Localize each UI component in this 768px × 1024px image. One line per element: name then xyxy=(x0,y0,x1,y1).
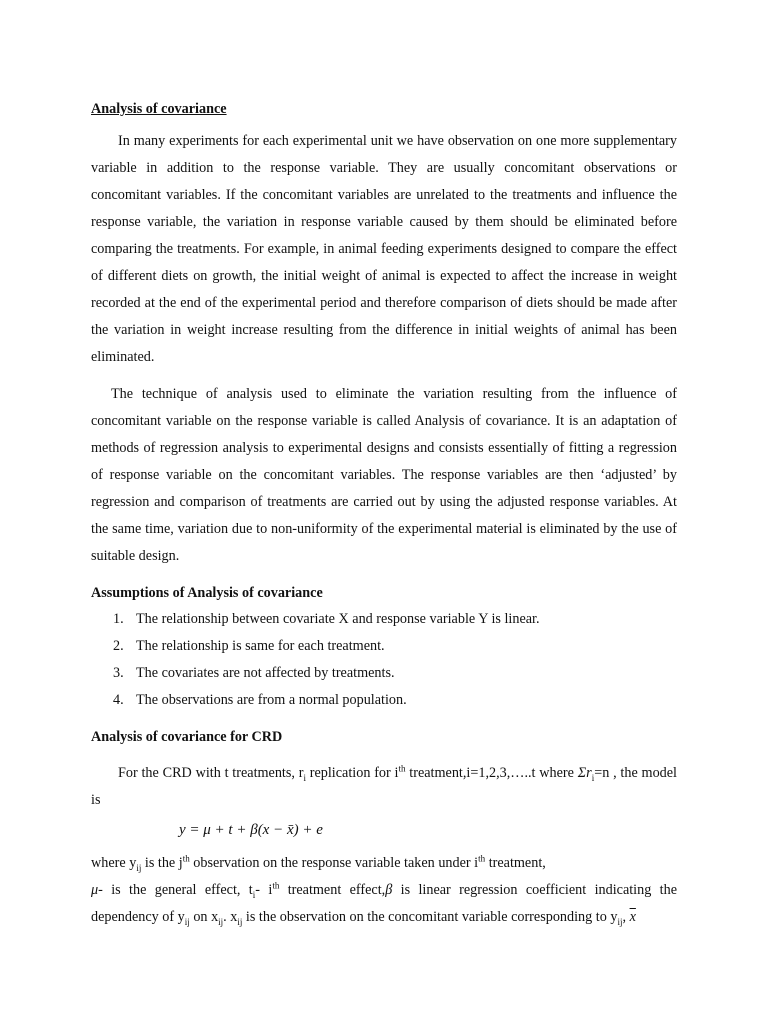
list-item: 4. The observations are from a normal population. xyxy=(113,692,407,708)
beta-symbol: β xyxy=(385,882,393,898)
model-equation: y = μ + t + β(x − x̄) + e xyxy=(179,822,323,838)
list-item: 2. The relationship is same for each treatment. xyxy=(113,638,385,654)
list-item: 1. The relationship between covariate X and response variable Y is linear. xyxy=(113,611,540,627)
mu-symbol: μ xyxy=(91,882,99,898)
document-page xyxy=(91,96,677,931)
crd-heading: Analysis of covariance for CRD xyxy=(91,729,283,745)
xbar-symbol: $\overline{x}$ xyxy=(629,909,636,925)
list-item: 3. The covariates are not affected by treatments. xyxy=(113,665,395,681)
page-title: Analysis of covariance xyxy=(91,101,227,117)
paragraph-intro: In many experiments for each experimental unit we have observation on one more supplementary variable in addition to the response variable. They are usually concomitant observations or concomitant variables. If the concomitant variables are unrelated to the treatments and influence the response variable, the variation in response variable caused by them should be eliminated before comparing the treatments. For example, in animal feeding experiments designed to compare the effect of different diets on growth, the initial weight of animal is expected to affect the increase in weight recorded at the end of the experimental period and therefore comparison of diets should be made after the variation in weight increase resulting from the difference in initial weights of animal has been eliminated. xyxy=(91,133,677,365)
assumptions-heading: Assumptions of Analysis of covariance xyxy=(91,585,323,601)
assumptions-list xyxy=(91,606,677,714)
crd-intro: For the CRD with t treatments, $r_i$ replication for $i^{th}$ treatment,i=1,2,3,…..t where $\Sigma r_i=n$ , the model is xyxy=(91,763,677,808)
crd-where: where $y_{ij}$ is the $j^{th}$ observation on the response variable taken under $i^{th}$ treatment, xyxy=(91,853,546,873)
sum-symbol: Σr xyxy=(577,765,592,781)
paragraph-technique: The technique of analysis used to eliminate the variation resulting from the influence of concomitant variable on the response variable is called Analysis of covariance. It is an adaptation of methods of regression analysis to experimental designs and consists essentially of fitting a regression of response variable on the concomitant variables. The response variables are then ‘adjusted’ by regression and comparison of treatments are carried out by using the adjusted response variables. At the same time, variation due to non-uniformity of the experimental material is eliminated by the use of suitable design. xyxy=(91,386,677,564)
crd-definitions: μ- is the general effect, $t_i-$ $i^{th}$ treatment effect,β is linear regression coefficient indicating the dependency of $y_{ij}$ on $x_{ij}$. $x_{ij}$ is the observation on the concomitant variable corresponding to $y_{ij}$, $\overline{x}$ xyxy=(91,880,678,927)
